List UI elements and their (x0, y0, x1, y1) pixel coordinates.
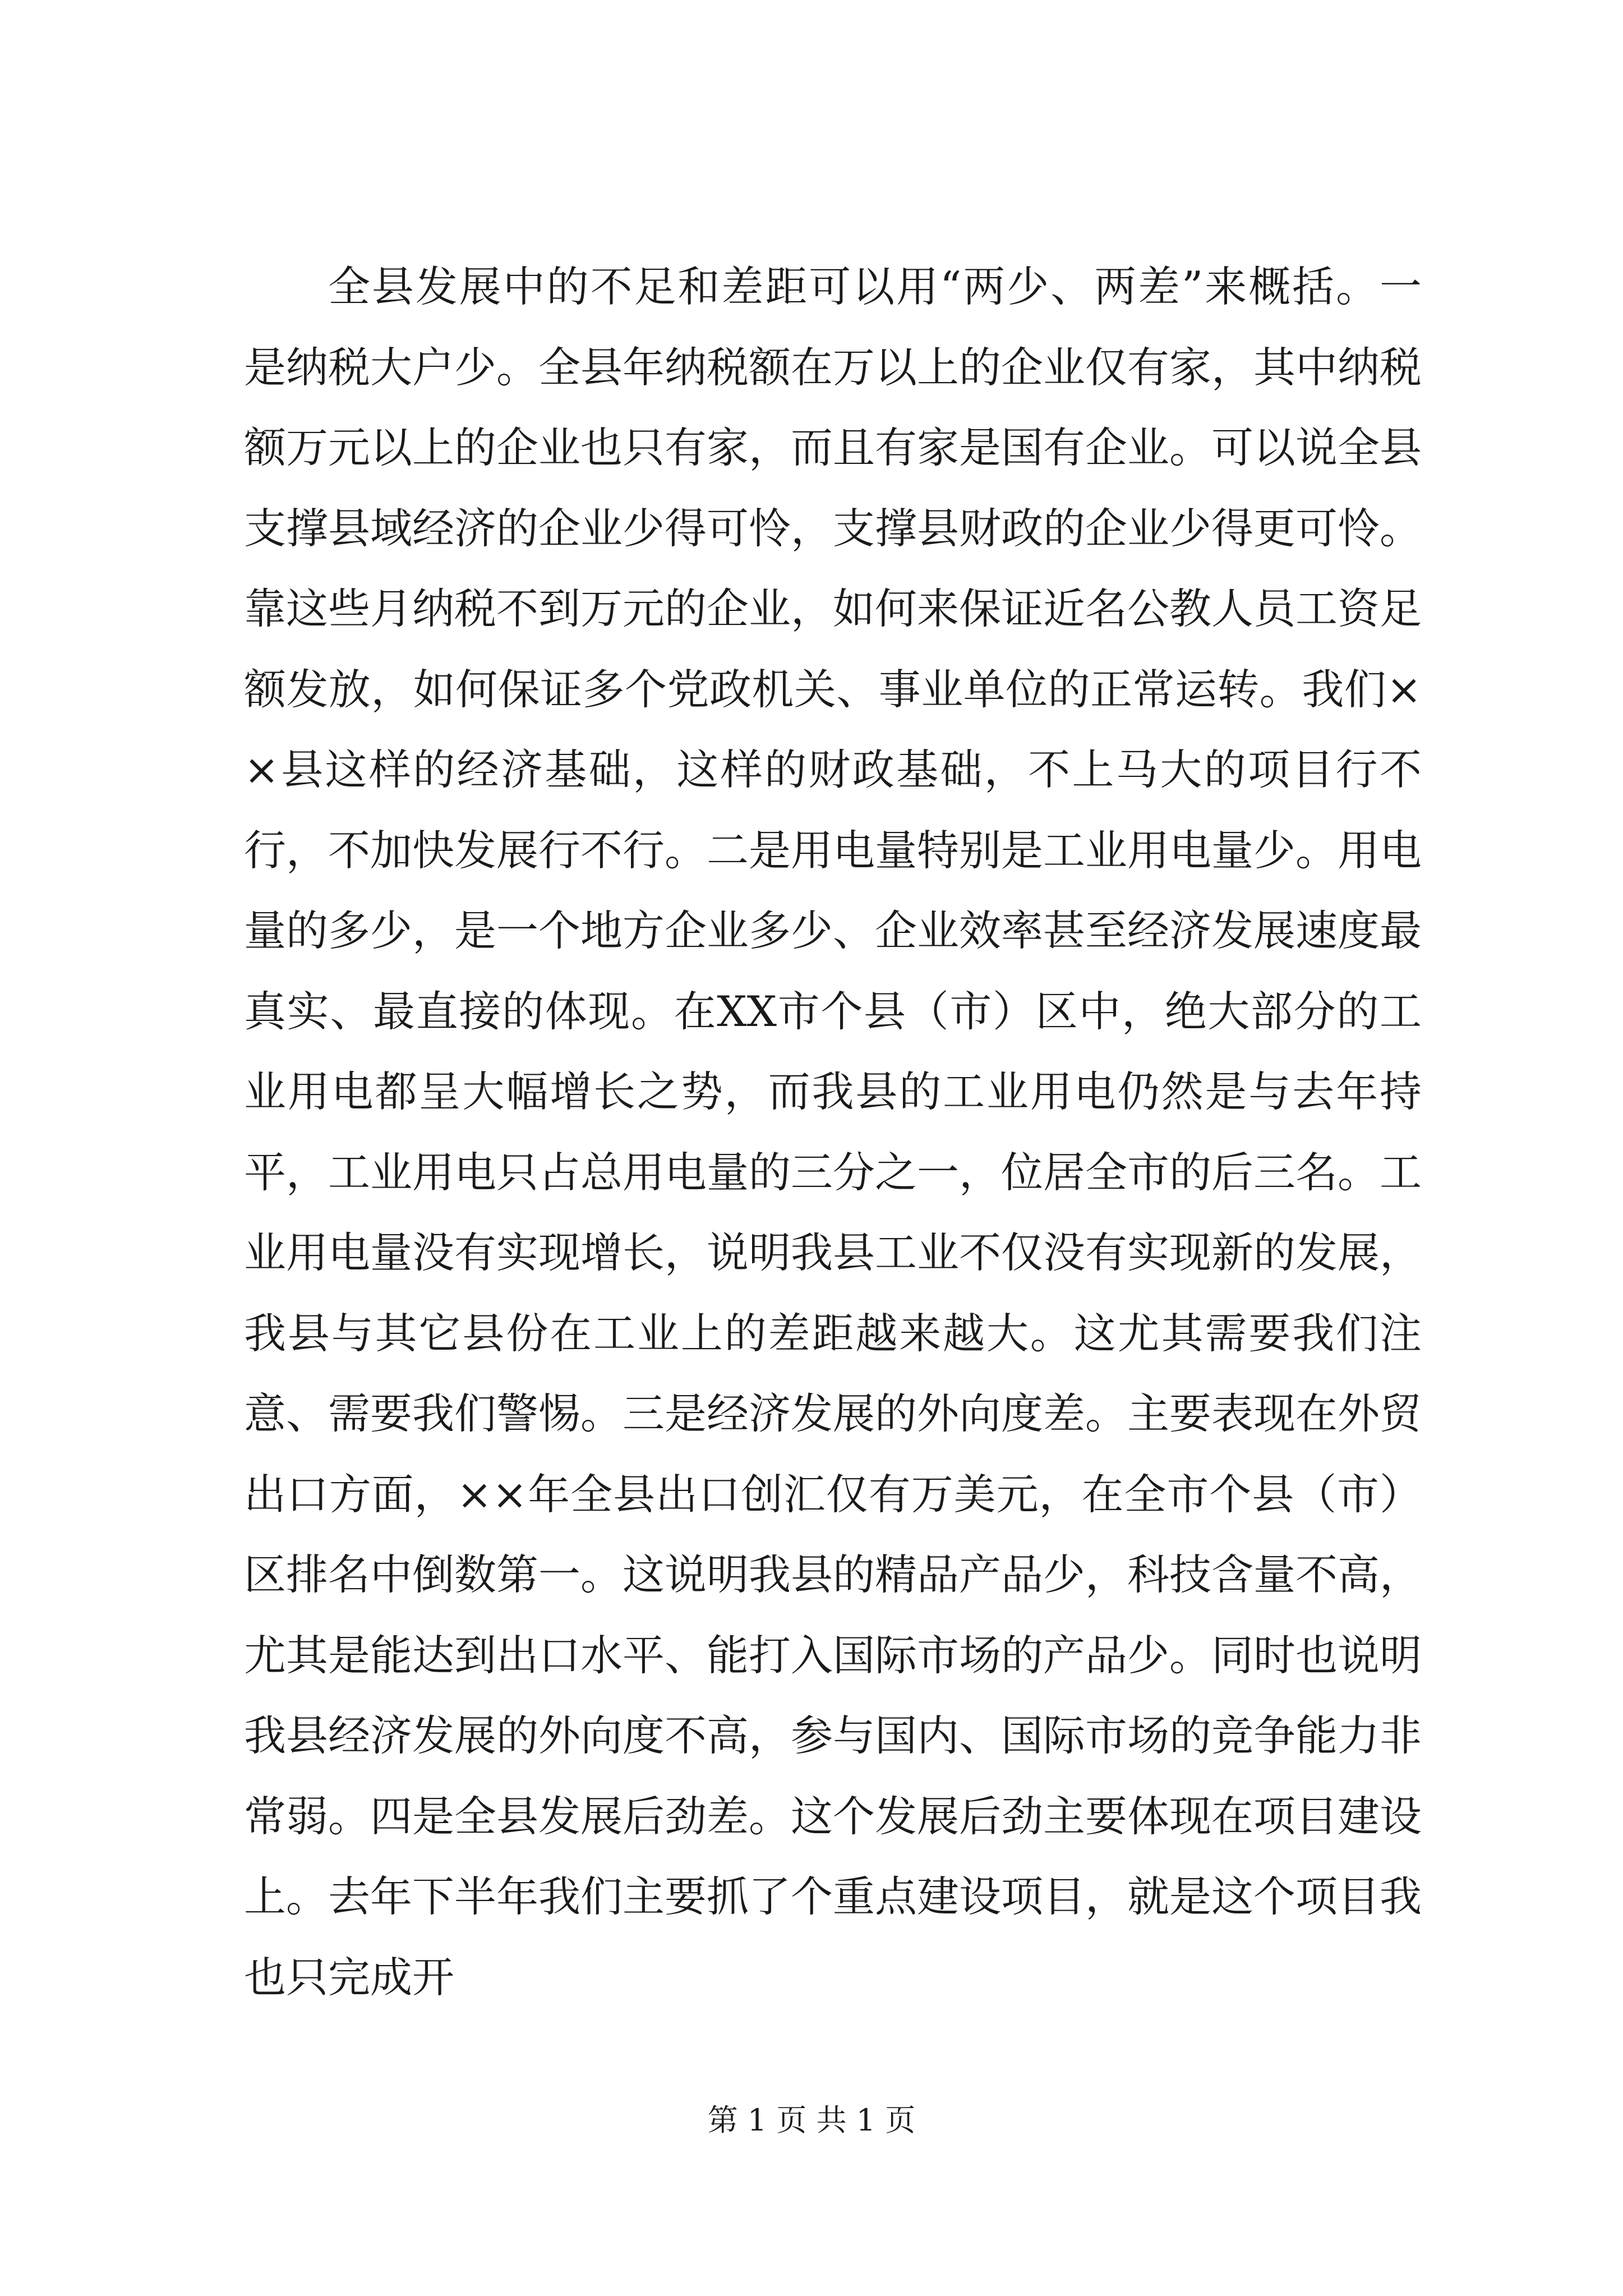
page-footer: 第 1 页 共 1 页 (707, 2102, 916, 2138)
body-paragraph: 全县发展中的不足和差距可以用“两少、两差”来概括。一是纳税大户少。全县年纳税额在万以上的企业仅有家，其中纳税额万元以上的企业也只有家，而且有家是国有企业。可以说全县支撑县域经济的企业少得可怜，支撑县财政的企业少得更可怜。靠这些月纳税不到万元的企业，如何来保证近名公教人员工资足额发放，如何保证多个党政机关、事业单位的正常运转。我们××县这样的经济基础，这样的财政基础，不上马大的项目行不行，不加快发展行不行。二是用电量特别是工业用电量少。用电量的多少，是一个地方企业多少、企业效率甚至经济发展速度最真实、最直接的体现。在XX市个县（市）区中，绝大部分的工业用电都呈大幅增长之势，而我县的工业用电仍然是与去年持平，工业用电只占总用电量的三分之一，位居全市的后三名。工业用电量没有实现增长，说明我县工业不仅没有实现新的发展，我县与其它县份在工业上的差距越来越大。这尤其需要我们注意、需要我们警惕。三是经济发展的外向度差。主要表现在外贸出口方面，××年全县出口创汇仅有万美元，在全市个县（市）区排名中倒数第一。这说明我县的精品产品少，科技含量不高，尤其是能达到出口水平、能打入国际市场的产品少。同时也说明我县经济发展的外向度不高，参与国内、国际市场的竞争能力非常弱。四是全县发展后劲差。这个发展后劲主要体现在项目建设上。去年下半年我们主要抓了个重点建设项目，就是这个项目我也只完成开 (244, 262, 1422, 2002)
